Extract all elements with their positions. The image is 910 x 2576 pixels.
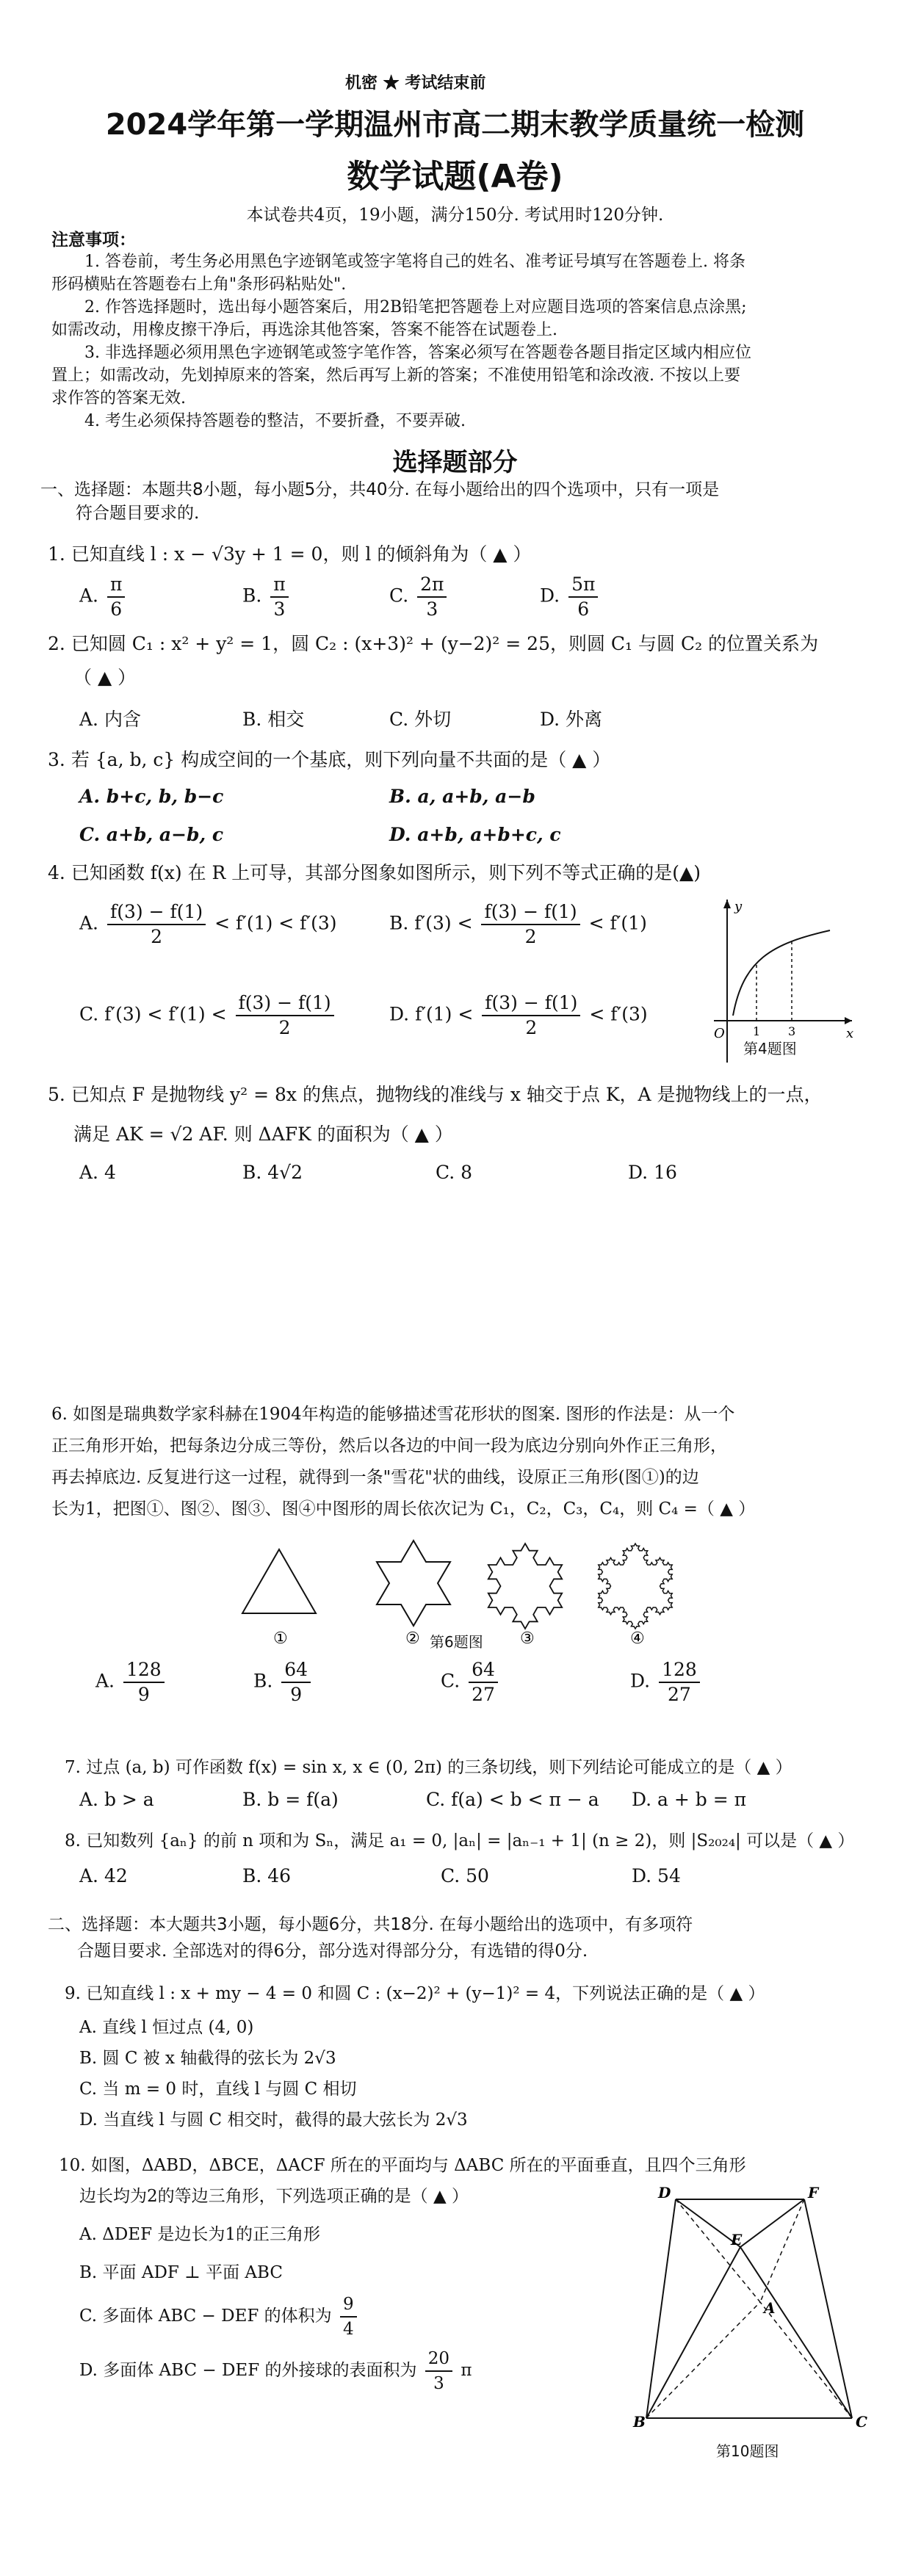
koch-figure-4 xyxy=(599,1544,672,1629)
numerator: 5π xyxy=(568,573,598,598)
notice-line: 如需改动，用橡皮擦干净后，再选涂其他答案，答案不能答在试题卷上. xyxy=(51,321,557,339)
q9-option-c[interactable]: C. 当 m = 0 时，直线 l 与圆 C 相切 xyxy=(79,2080,357,2099)
option-label: C. xyxy=(441,1670,461,1692)
denominator: 2 xyxy=(524,926,537,947)
question-text: 已知直线 l : x − √3y + 1 = 0，则 l 的倾斜角为（ ▲ ） xyxy=(71,543,532,565)
q10-polyhedron-figure xyxy=(632,2185,881,2434)
q1-option-a[interactable] xyxy=(79,573,128,621)
question-text: 已知数列 {aₙ} 的前 n 项和为 Sₙ，满足 a₁ = 0, |aₙ| = |aₙ₋₁ + 1| (n ≥ 2)，则 |S₂₀₂₄| 可以是（ ▲ ） xyxy=(86,1831,855,1850)
numerator: f(3) − f(1) xyxy=(107,900,206,925)
option-label: C. xyxy=(389,585,409,607)
denominator: 2 xyxy=(151,926,162,947)
question-number: 2. xyxy=(48,633,65,654)
q3-option-d[interactable]: D. a+b, a+b+c, c xyxy=(389,824,561,845)
option-label: B. xyxy=(242,585,262,607)
fraction xyxy=(482,991,580,1040)
fig-label-3: ③ xyxy=(520,1629,535,1648)
option-label: B. xyxy=(253,1670,273,1692)
edge-EF xyxy=(740,2199,804,2247)
option-tail: < f′(3) xyxy=(589,1003,648,1025)
numerator: 64 xyxy=(281,1658,311,1683)
part-title: 选择题部分 xyxy=(392,448,518,477)
question-text: 再去掉底边. 反复进行这一过程，就得到一条"雪花"状的曲线，设原正三角形(图①)的边 xyxy=(51,1468,699,1487)
q10-option-d[interactable] xyxy=(79,2347,472,2395)
denominator: 2 xyxy=(278,1017,291,1038)
question-9 xyxy=(65,1980,765,2004)
option-head: f′(1) < xyxy=(415,1003,474,1025)
question-4 xyxy=(48,861,701,886)
q5-option-d[interactable]: D. 16 xyxy=(628,1162,677,1183)
question-5-line2: 满足 AK = √2 AF. 则 ΔAFK 的面积为（ ▲ ） xyxy=(73,1124,453,1145)
vertex-B: B xyxy=(633,2413,646,2431)
x-axis-label: x xyxy=(846,1026,854,1041)
notice-heading: 注意事项： xyxy=(51,231,136,250)
q4-option-a[interactable] xyxy=(79,900,337,949)
question-number: 1. xyxy=(48,543,65,565)
option-tail: < f′(1) xyxy=(588,912,647,934)
option-head: f′(3) < xyxy=(414,912,473,934)
denominator: 27 xyxy=(668,1684,691,1705)
fraction xyxy=(270,573,288,621)
question-number: 4. xyxy=(48,862,65,883)
fraction xyxy=(425,2347,452,2395)
question-number: 5. xyxy=(48,1084,65,1105)
fraction xyxy=(659,1658,700,1707)
question-text: 若 {a, b, c} 构成空间的一个基底，则下列向量不共面的是（ ▲ ） xyxy=(71,749,611,770)
numerator: f(3) − f(1) xyxy=(482,991,580,1016)
numerator: π xyxy=(107,573,125,598)
question-text: 长为1，把图①、图②、图③、图④中图形的周长依次记为 C₁，C₂，C₃，C₄，则 C₄ =（ ▲ ） xyxy=(51,1499,756,1519)
q5-option-c[interactable]: C. 8 xyxy=(436,1162,473,1183)
question-number: 6. xyxy=(51,1405,68,1424)
option-label: C. xyxy=(79,1003,99,1025)
q8-option-c[interactable]: C. 50 xyxy=(441,1865,489,1886)
q1-option-d[interactable] xyxy=(540,573,601,621)
question-number: 3. xyxy=(48,749,65,770)
denominator: 2 xyxy=(525,1017,538,1038)
notice-line: 2. 作答选择题时，选出每小题答案后，用2B铅笔把答题卷上对应题目选项的答案信息点涂黑; xyxy=(84,298,747,316)
q4-option-b[interactable] xyxy=(389,900,647,949)
q10-figure-caption: 第10题图 xyxy=(716,2442,779,2460)
q6-option-c[interactable] xyxy=(441,1658,501,1707)
fraction xyxy=(107,573,125,621)
notice-line: 3. 非选择题必须用黑色字迹钢笔或签字笔作答，答案必须写在答题卷各题目指定区域内相应位 xyxy=(84,344,751,362)
option-label: A. xyxy=(79,585,99,607)
notice-line: 求作答的答案无效. xyxy=(51,389,186,408)
q6-koch-figures xyxy=(213,1535,727,1648)
fraction xyxy=(281,1658,311,1707)
fig-label-4: ④ xyxy=(630,1629,645,1648)
q6-option-d[interactable] xyxy=(630,1658,703,1707)
vertex-A: A xyxy=(764,2299,776,2317)
q3-option-a[interactable]: A. b+c, b, b−c xyxy=(79,786,224,807)
denominator: 27 xyxy=(472,1684,495,1705)
edge-BA xyxy=(646,2302,760,2418)
question-10-line2: 边长均为2的等边三角形，下列选项正确的是（ ▲ ） xyxy=(79,2187,469,2206)
question-2-tail: （ ▲ ） xyxy=(73,667,137,688)
numerator: f(3) − f(1) xyxy=(481,900,579,925)
denominator: 6 xyxy=(577,598,590,620)
q6-option-b[interactable] xyxy=(253,1658,314,1707)
fraction xyxy=(481,900,579,949)
section1-intro-2: 符合题目要求的. xyxy=(76,504,200,523)
denominator: 3 xyxy=(273,598,286,620)
fraction xyxy=(107,900,206,949)
denominator: 9 xyxy=(290,1684,303,1705)
cut-header-text: 机密 ★ 考试结束前 xyxy=(345,73,486,93)
question-number: 7. xyxy=(65,1758,81,1777)
x-axis-arrow xyxy=(845,1017,852,1024)
numerator: 64 xyxy=(469,1658,498,1683)
edge-EB xyxy=(646,2247,740,2418)
exam-subtitle: 数学试题(A卷) xyxy=(347,158,563,195)
question-7 xyxy=(65,1754,792,1778)
q4-option-c[interactable] xyxy=(79,991,337,1040)
notice-line: 4. 考生必须保持答题卷的整洁，不要折叠，不要弄破. xyxy=(84,412,466,430)
q8-option-b[interactable]: B. 46 xyxy=(242,1865,292,1886)
origin-label: O xyxy=(714,1026,725,1041)
notice-line: 置上；如需改动，先划掉原来的答案，然后再写上新的答案；不准使用铅笔和涂改液. 不按以上要 xyxy=(51,366,740,385)
koch-figure-1 xyxy=(242,1549,316,1613)
edge-DB xyxy=(646,2199,676,2418)
numerator: 20 xyxy=(425,2347,452,2372)
q1-option-c[interactable] xyxy=(389,573,449,621)
question-2 xyxy=(48,632,818,656)
question-text: 如图，ΔABD，ΔBCE，ΔACF 所在的平面均与 ΔABC 所在的平面垂直，且四个三角形 xyxy=(90,2156,746,2175)
option-label: A. xyxy=(79,912,99,934)
notice-line: 形码横贴在答题卷右上角"条形码粘贴处". xyxy=(51,275,347,294)
denominator: 4 xyxy=(342,2320,354,2339)
question-1 xyxy=(48,542,531,567)
vertex-E: E xyxy=(731,2231,743,2248)
fraction xyxy=(340,2293,357,2341)
q9-option-b[interactable]: B. 圆 C 被 x 轴截得的弦长为 2√3 xyxy=(79,2049,336,2068)
edge-FC xyxy=(804,2199,852,2418)
section2-intro: 二、选择题：本大题共3小题，每小题6分，共18分. 在每小题给出的选项中，有多项符 xyxy=(48,1915,693,1934)
function-curve xyxy=(733,930,830,1016)
fraction xyxy=(469,1658,498,1707)
numerator: 2π xyxy=(417,573,447,598)
question-8 xyxy=(65,1827,854,1851)
option-label: D. xyxy=(540,585,560,607)
koch-figure-3 xyxy=(488,1544,562,1629)
koch-figure-2 xyxy=(377,1541,450,1626)
q10-option-a[interactable]: A. ΔDEF 是边长为1的正三角形 xyxy=(79,2225,320,2244)
question-text: 已知点 F 是抛物线 y² = 8x 的焦点，抛物线的准线与 x 轴交于点 K，A 是抛物线上的一点， xyxy=(71,1084,823,1105)
option-head: C. 多面体 ABC − DEF 的体积为 xyxy=(79,2307,332,2326)
question-text: 正三角形开始，把每条边分成三等份，然后以各边的中间一段为底边分别向外作正三角形， xyxy=(51,1436,727,1455)
option-label: D. xyxy=(389,1003,410,1025)
q3-option-b[interactable]: B. a, a+b, a−b xyxy=(389,786,535,807)
numerator: f(3) − f(1) xyxy=(236,991,334,1016)
exam-title: 2024学年第一学期温州市高二期末教学质量统一检测 xyxy=(105,108,805,142)
q3-option-c[interactable]: C. a+b, a−b, c xyxy=(79,824,224,845)
option-label: A. xyxy=(95,1670,115,1692)
exam-info: 本试卷共4页，19小题，满分150分. 考试用时120分钟. xyxy=(246,206,664,225)
question-10 xyxy=(59,2152,746,2176)
numerator: π xyxy=(270,573,288,598)
fraction xyxy=(123,1658,165,1707)
option-label: D. xyxy=(630,1670,651,1692)
denominator: 6 xyxy=(110,598,123,620)
vertex-C: C xyxy=(856,2413,867,2431)
edge-CA xyxy=(760,2302,852,2418)
numerator: 9 xyxy=(340,2293,357,2318)
q4-figure-caption: 第4题图 xyxy=(743,1040,797,1057)
denominator: 3 xyxy=(433,2374,444,2393)
y-axis-label: y xyxy=(734,899,743,914)
question-text: 已知直线 l : x + my − 4 = 0 和圆 C : (x−2)² + (y−1)² = 4，下列说法正确的是（ ▲ ） xyxy=(86,1984,765,2003)
section1-intro: 一、选择题：本题共8小题，每小题5分，共40分. 在每小题给出的四个选项中，只有一项是 xyxy=(40,480,720,499)
q5-option-b[interactable]: B. 4√2 xyxy=(242,1162,303,1183)
q2-option-b[interactable]: B. 相交 xyxy=(242,709,305,730)
question-text: 过点 (a, b) 可作函数 f(x) = sin x, x ∈ (0, 2π) 的三条切线，则下列结论可能成立的是（ ▲ ） xyxy=(86,1758,792,1777)
question-number: 10. xyxy=(59,2156,86,2175)
option-head: D. 多面体 ABC − DEF 的外接球的表面积为 xyxy=(79,2361,417,2380)
fig-label-2: ② xyxy=(405,1629,420,1648)
tick-label-3: 3 xyxy=(788,1024,796,1038)
q8-option-a[interactable]: A. 42 xyxy=(79,1865,128,1886)
q2-option-d[interactable]: D. 外离 xyxy=(540,709,603,730)
denominator: 3 xyxy=(426,598,438,620)
numerator: 128 xyxy=(659,1658,700,1683)
q7-option-d[interactable]: D. a + b = π xyxy=(632,1789,747,1810)
denominator: 9 xyxy=(137,1684,150,1705)
vertex-D: D xyxy=(658,2184,671,2201)
q2-option-a[interactable]: A. 内含 xyxy=(79,709,141,730)
q7-option-c[interactable]: C. f(a) < b < π − a xyxy=(426,1789,599,1810)
notice-line: 1. 答卷前，考生务必用黑色字迹钢笔或签字笔将自己的姓名、准考证号填写在答题卷上. 将条 xyxy=(84,253,745,271)
question-3 xyxy=(48,748,610,773)
option-label: B. xyxy=(389,912,409,934)
q1-option-b[interactable] xyxy=(242,573,292,621)
q8-option-d[interactable]: D. 54 xyxy=(632,1865,681,1886)
option-tail: < f′(1) < f′(3) xyxy=(214,912,337,934)
fraction xyxy=(417,573,447,621)
edge-EC xyxy=(740,2247,852,2418)
question-text: 已知圆 C₁ : x² + y² = 1，圆 C₂ : (x+3)² + (y−2)² = 25，则圆 C₁ 与圆 C₂ 的位置关系为 xyxy=(71,633,819,654)
q2-option-c[interactable]: C. 外切 xyxy=(389,709,452,730)
vertex-F: F xyxy=(808,2184,819,2201)
section2-intro-2: 合题目要求. 全部选对的得6分，部分选对得部分分，有选错的得0分. xyxy=(77,1942,588,1961)
question-5 xyxy=(48,1082,823,1107)
q7-option-b[interactable]: B. b = f(a) xyxy=(242,1789,339,1810)
q6-figure-caption: 第6题图 xyxy=(430,1633,483,1651)
fraction xyxy=(236,991,334,1040)
q10-option-b[interactable]: B. 平面 ADF ⊥ 平面 ABC xyxy=(79,2263,283,2282)
fig-label-1: ① xyxy=(273,1629,288,1648)
q10-option-c[interactable] xyxy=(79,2293,360,2341)
q4-option-d[interactable] xyxy=(389,991,648,1040)
q9-option-d[interactable]: D. 当直线 l 与圆 C 相交时，截得的最大弦长为 2√3 xyxy=(79,2110,468,2130)
question-text: 如图是瑞典数学家科赫在1904年构造的能够描述雪花形状的图案. 图形的作法是：从一个 xyxy=(73,1405,735,1424)
question-text: 已知函数 f(x) 在 R 上可导，其部分图象如图所示，则下列不等式正确的是(▲) xyxy=(71,862,701,883)
option-head: f′(3) < f′(1) < xyxy=(104,1003,227,1025)
q7-option-a[interactable]: A. b > a xyxy=(79,1789,154,1810)
q9-option-a[interactable]: A. 直线 l 恒过点 (4, 0) xyxy=(79,2018,254,2037)
question-number: 8. xyxy=(65,1831,81,1850)
fraction xyxy=(568,573,598,621)
numerator: 128 xyxy=(123,1658,165,1683)
tick-label-1: 1 xyxy=(753,1024,761,1038)
question-6 xyxy=(51,1399,755,1525)
q6-option-a[interactable] xyxy=(95,1658,167,1707)
option-tail: π xyxy=(461,2361,472,2380)
y-axis-arrow xyxy=(723,900,731,908)
q5-option-a[interactable]: A. 4 xyxy=(79,1162,116,1183)
question-number: 9. xyxy=(65,1984,81,2003)
